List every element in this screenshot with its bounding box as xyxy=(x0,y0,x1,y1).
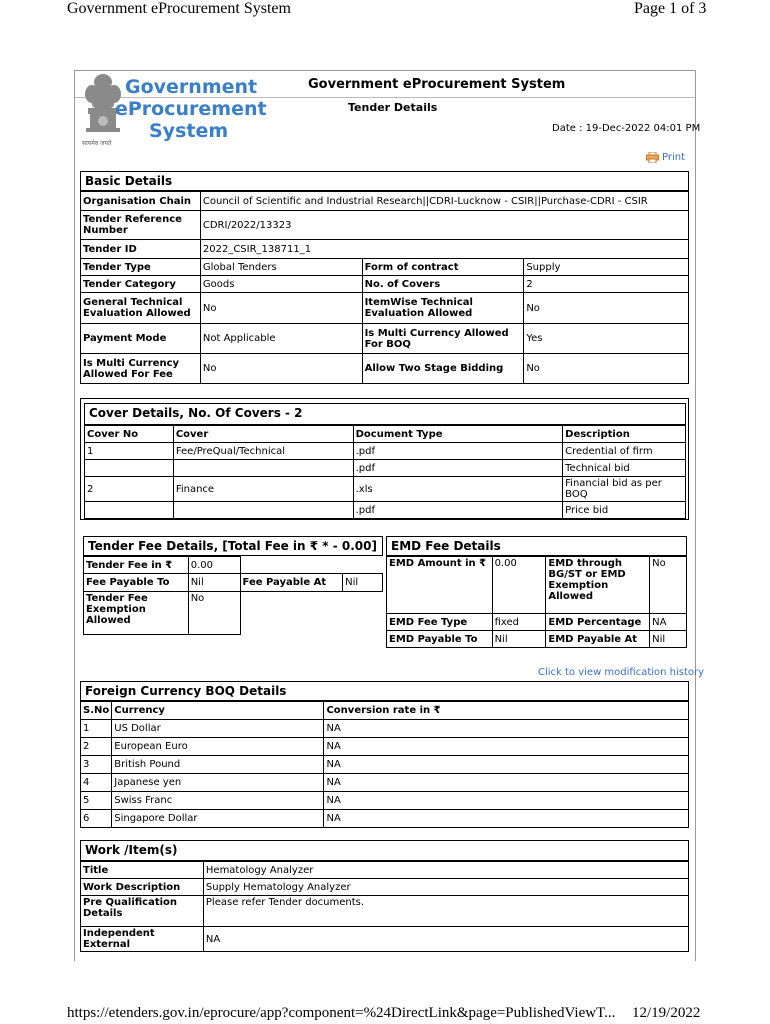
cover-name: Fee/PreQual/Technical xyxy=(173,443,353,460)
payment-mode-label: Payment Mode xyxy=(81,324,201,354)
table-row xyxy=(84,574,383,592)
multi-currency-fee-value: No xyxy=(200,354,362,384)
report-date: Date : 19-Dec-2022 04:01 PM xyxy=(552,123,701,134)
two-stage-value: No xyxy=(524,354,689,384)
emd-amount-value: 0.00 xyxy=(492,557,546,614)
table-row xyxy=(81,792,689,810)
document-type: .pdf xyxy=(353,460,563,477)
table-row xyxy=(387,614,687,631)
table-row xyxy=(81,720,689,738)
work-items-title: Work /Item(s) xyxy=(80,840,689,861)
covers-count-label: No. of Covers xyxy=(362,276,524,293)
modification-history-link[interactable]: Click to view modification history xyxy=(538,667,705,678)
cover-no: 2 xyxy=(85,477,174,502)
conversion-rate: NA xyxy=(324,774,689,792)
print-link[interactable] xyxy=(646,152,685,163)
fee-exemption-value: No xyxy=(188,592,240,635)
gte-value: No xyxy=(200,293,362,324)
cover-description: Financial bid as per BOQ xyxy=(563,477,686,502)
col-header: Currency xyxy=(112,702,324,720)
conversion-rate: NA xyxy=(324,792,689,810)
cover-no xyxy=(85,502,174,519)
table-row xyxy=(81,774,689,792)
tender-id-value: 2022_CSIR_138711_1 xyxy=(200,240,688,259)
table-header-row xyxy=(81,702,689,720)
emd-amount-label: EMD Amount in ₹ xyxy=(387,557,493,614)
table-row xyxy=(81,211,689,240)
col-header: Cover xyxy=(173,426,353,443)
independent-external-label: Independent External xyxy=(81,927,204,952)
emd-payable-to-label: EMD Payable To xyxy=(387,631,493,648)
col-header: Document Type xyxy=(353,426,563,443)
emd-payable-to-value: Nil xyxy=(492,631,546,648)
fee-payable-to-label: Fee Payable To xyxy=(84,574,189,592)
table-row xyxy=(85,443,686,460)
table-header-row xyxy=(85,426,686,443)
logo-line-2: eProcurement xyxy=(115,98,267,120)
multi-currency-fee-label: Is Multi Currency Allowed For Fee xyxy=(81,354,201,384)
emd-payable-at-label: EMD Payable At xyxy=(546,631,650,648)
currency-name: Singapore Dollar xyxy=(112,810,324,828)
table-row xyxy=(81,192,689,211)
form-contract-value: Supply xyxy=(524,259,689,276)
tender-type-label: Tender Type xyxy=(81,259,201,276)
conversion-rate: NA xyxy=(324,756,689,774)
tender-fee-value: 0.00 xyxy=(188,557,240,574)
table-row xyxy=(85,502,686,519)
currency-name: European Euro xyxy=(112,738,324,756)
print-header-title: Government eProcurement System xyxy=(67,0,291,17)
conversion-rate: NA xyxy=(324,810,689,828)
emd-payable-at-value: Nil xyxy=(650,631,687,648)
emd-bg-value: No xyxy=(650,557,687,614)
pre-qualification-value: Please refer Tender documents. xyxy=(203,896,688,927)
cover-name xyxy=(173,460,353,477)
work-description-label: Work Description xyxy=(81,879,204,896)
table-row xyxy=(81,927,689,952)
work-title-label: Title xyxy=(81,862,204,879)
col-header: Description xyxy=(563,426,686,443)
print-footer-date: 12/19/2022 xyxy=(632,1005,701,1021)
pre-qualification-label: Pre Qualification Details xyxy=(81,896,204,927)
cover-name xyxy=(173,502,353,519)
work-title-value: Hematology Analyzer xyxy=(203,862,688,879)
table-row xyxy=(81,810,689,828)
two-stage-label: Allow Two Stage Bidding xyxy=(362,354,524,384)
print-footer-url: https://etenders.gov.in/eprocure/app?component=%24DirectLink&page=PublishedViewT... xyxy=(67,1005,616,1021)
table-row xyxy=(81,293,689,324)
tender-fee-table xyxy=(83,556,383,635)
multi-currency-boq-value: Yes xyxy=(524,324,689,354)
table-row xyxy=(81,896,689,927)
serial-no: 6 xyxy=(81,810,112,828)
site-title: Government eProcurement System xyxy=(308,77,566,92)
serial-no: 4 xyxy=(81,774,112,792)
cover-details-table xyxy=(84,425,686,519)
emd-bg-label: EMD through BG/ST or EMD Exemption Allowed xyxy=(546,557,650,614)
table-row xyxy=(81,240,689,259)
fee-exemption-label: Tender Fee Exemption Allowed xyxy=(84,592,189,635)
tender-fee-title: Tender Fee Details, [Total Fee in ₹ * - 0.00] xyxy=(83,536,383,556)
tender-id-label: Tender ID xyxy=(81,240,201,259)
col-header: Conversion rate in ₹ xyxy=(324,702,689,720)
ite-value: No xyxy=(524,293,689,324)
table-row xyxy=(387,557,687,614)
work-items-table xyxy=(80,861,689,952)
table-row xyxy=(81,879,689,896)
serial-no: 3 xyxy=(81,756,112,774)
independent-external-value: NA xyxy=(203,927,688,952)
tender-category-value: Goods xyxy=(200,276,362,293)
col-header: S.No xyxy=(81,702,112,720)
serial-no: 2 xyxy=(81,738,112,756)
basic-details-title: Basic Details xyxy=(80,171,689,191)
print-page-number: Page 1 of 3 xyxy=(634,0,707,17)
cover-details-title: Cover Details, No. Of Covers - 2 xyxy=(84,403,686,425)
boq-currency-table xyxy=(80,701,689,828)
table-row xyxy=(81,738,689,756)
emd-fee-title: EMD Fee Details xyxy=(386,536,687,556)
page-subtitle: Tender Details xyxy=(348,101,438,114)
conversion-rate: NA xyxy=(324,720,689,738)
currency-name: Japanese yen xyxy=(112,774,324,792)
emd-fee-type-value: fixed xyxy=(492,614,546,631)
currency-name: Swiss Franc xyxy=(112,792,324,810)
serial-no: 1 xyxy=(81,720,112,738)
table-row xyxy=(84,557,383,574)
fee-payable-at-value: Nil xyxy=(343,574,383,592)
work-description-value: Supply Hematology Analyzer xyxy=(203,879,688,896)
gte-label: General Technical Evaluation Allowed xyxy=(81,293,201,324)
covers-count-value: 2 xyxy=(524,276,689,293)
form-contract-label: Form of contract xyxy=(362,259,524,276)
col-header: Cover No xyxy=(85,426,174,443)
payment-mode-value: Not Applicable xyxy=(200,324,362,354)
table-row xyxy=(85,460,686,477)
logo-motto: सत्यमेव जयते xyxy=(82,140,112,147)
tender-category-label: Tender Category xyxy=(81,276,201,293)
cover-name: Finance xyxy=(173,477,353,502)
fee-payable-at-label: Fee Payable At xyxy=(240,574,343,592)
table-row xyxy=(81,354,689,384)
logo-wordmark xyxy=(115,76,267,142)
org-chain-label: Organisation Chain xyxy=(81,192,201,211)
cover-no: 1 xyxy=(85,443,174,460)
cover-description: Technical bid xyxy=(563,460,686,477)
fee-payable-to-value: Nil xyxy=(188,574,240,592)
table-row xyxy=(81,324,689,354)
emd-fee-table xyxy=(386,556,687,648)
ite-label: ItemWise Technical Evaluation Allowed xyxy=(362,293,524,324)
table-row xyxy=(84,592,383,635)
logo-line-1: Government xyxy=(125,76,258,98)
table-row xyxy=(387,631,687,648)
boq-details-title: Foreign Currency BOQ Details xyxy=(80,681,689,701)
currency-name: US Dollar xyxy=(112,720,324,738)
tender-type-value: Global Tenders xyxy=(200,259,362,276)
serial-no: 5 xyxy=(81,792,112,810)
tender-ref-value: CDRI/2022/13323 xyxy=(200,211,688,240)
cover-description: Credential of firm xyxy=(563,443,686,460)
document-type: .pdf xyxy=(353,502,563,519)
emd-percentage-value: NA xyxy=(650,614,687,631)
multi-currency-boq-label: Is Multi Currency Allowed For BOQ xyxy=(362,324,524,354)
cover-no xyxy=(85,460,174,477)
table-row xyxy=(81,259,689,276)
table-row xyxy=(81,862,689,879)
document-type: .pdf xyxy=(353,443,563,460)
emd-percentage-label: EMD Percentage xyxy=(546,614,650,631)
emd-fee-type-label: EMD Fee Type xyxy=(387,614,493,631)
cover-description: Price bid xyxy=(563,502,686,519)
table-row xyxy=(81,276,689,293)
table-row xyxy=(85,477,686,502)
table-row xyxy=(81,756,689,774)
logo-line-3: System xyxy=(149,120,229,142)
basic-details-table xyxy=(80,191,689,384)
printer-icon xyxy=(646,152,659,163)
currency-name: British Pound xyxy=(112,756,324,774)
org-chain-value: Council of Scientific and Industrial Research||CDRI-Lucknow - CSIR||Purchase-CDRI - CSIR xyxy=(200,192,688,211)
document-type: .xls xyxy=(353,477,563,502)
tender-ref-label: Tender Reference Number xyxy=(81,211,201,240)
print-label: Print xyxy=(662,152,686,163)
tender-fee-label: Tender Fee in ₹ xyxy=(84,557,189,574)
conversion-rate: NA xyxy=(324,738,689,756)
